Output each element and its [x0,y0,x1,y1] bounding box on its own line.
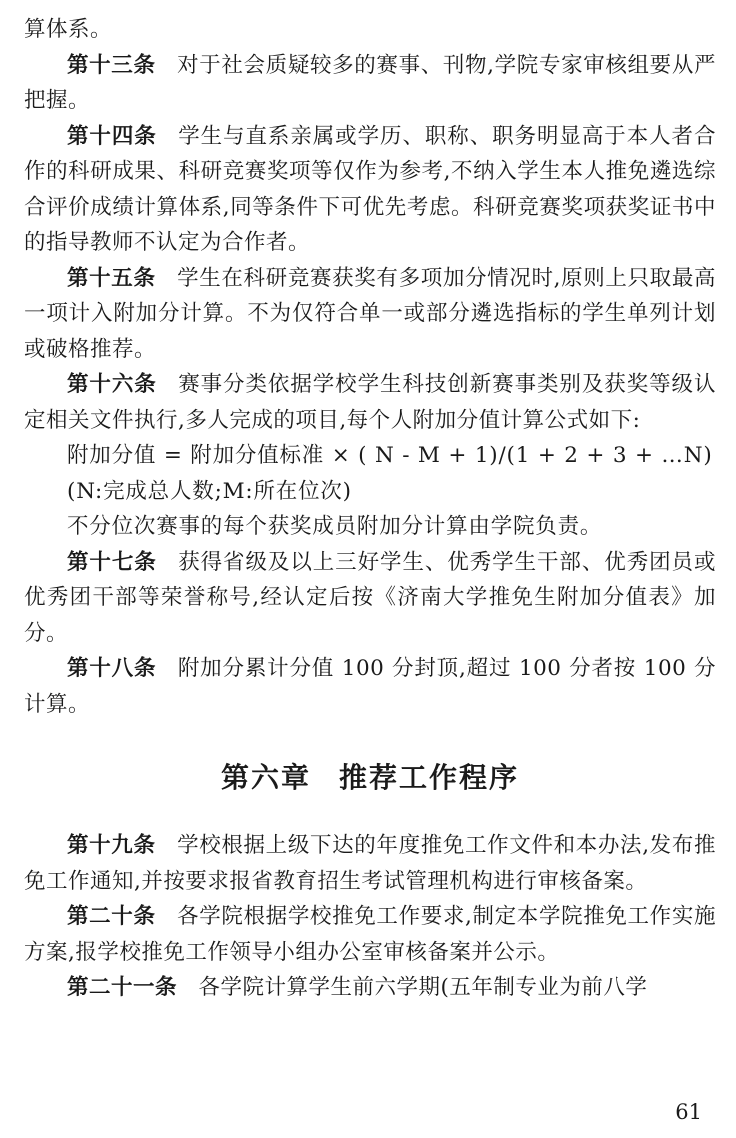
article-14 [24,119,716,261]
article-13 [24,48,716,119]
chapter-number: 第六章 [220,761,311,794]
article-text: 附加分累计分值 100 分封顶,超过 100 分者按 100 分计算。 [24,656,716,717]
continuation-text: 算体系。 [24,17,113,42]
article-text: 学校根据上级下达的年度推免工作文件和本办法,发布推免工作通知,并按要求报省教育招生考试管理机构进行审核备案。 [24,833,716,894]
article-label: 第二十一条 [67,975,178,1000]
article-text: 对于社会质疑较多的赛事、刊物,学院专家审核组要从严把握。 [24,52,716,113]
formula-note: (N:完成总人数;M:所在位次) [67,478,352,504]
article-text: 学生在科研竞赛获奖有多项加分情况时,原则上只取最高一项计入附加分计算。不为仅符合单一或部分遴选指标的学生单列计划或破格推荐。 [24,265,716,362]
chapter-heading [24,758,716,798]
article-label: 第十六条 [67,372,157,397]
article-15 [24,261,716,368]
article-21 [24,970,716,1006]
article-label: 第十八条 [67,656,157,681]
article-label: 第十四条 [67,123,157,149]
article-text: 赛事分类依据学校学生科技创新赛事类别及获奖等级认定相关文件执行,多人完成的项目,每个人附加分值计算公式如下: [24,372,716,433]
article-text: 各学院根据学校推免工作要求,制定本学院推免工作实施方案,报学校推免工作领导小组办公室审核备案并公示。 [24,904,716,965]
article-text: 各学院计算学生前六学期(五年制专业为前八学 [198,975,648,1000]
article-label: 第十三条 [67,52,156,78]
article-label: 第二十条 [67,904,156,929]
chapter-title: 推荐工作程序 [339,761,520,794]
article-text: 学生与直系亲属或学历、职称、职务明显高于本人者合作的科研成果、科研竞赛奖项等仅作为参考,不纳入学生本人推免遴选综合评价成绩计算体系,同等条件下可优先考虑。科研竞赛奖项获奖证书中的指导教师不认定为合作者。 [24,123,716,255]
page-number: 61 [675,1100,702,1124]
formula-remark: 不分位次赛事的每个获奖成员附加分计算由学院负责。 [67,514,603,539]
bonus-formula: 附加分值 = 附加分值标准 × ( N - M + 1)/(1 + 2 + 3 + …N) [67,443,713,468]
article-text: 获得省级及以上三好学生、优秀学生干部、优秀团员或优秀团干部等荣誉称号,经认定后按《济南大学推免生附加分值表》加分。 [24,549,716,646]
article-label: 第十七条 [67,549,157,575]
article-18 [24,651,716,722]
article-17 [24,545,716,652]
article-20 [24,899,716,970]
document-page [24,12,716,1006]
article-19 [24,828,716,899]
article-label: 第十五条 [67,265,156,291]
article-label: 第十九条 [67,833,156,858]
article-16 [24,367,716,438]
